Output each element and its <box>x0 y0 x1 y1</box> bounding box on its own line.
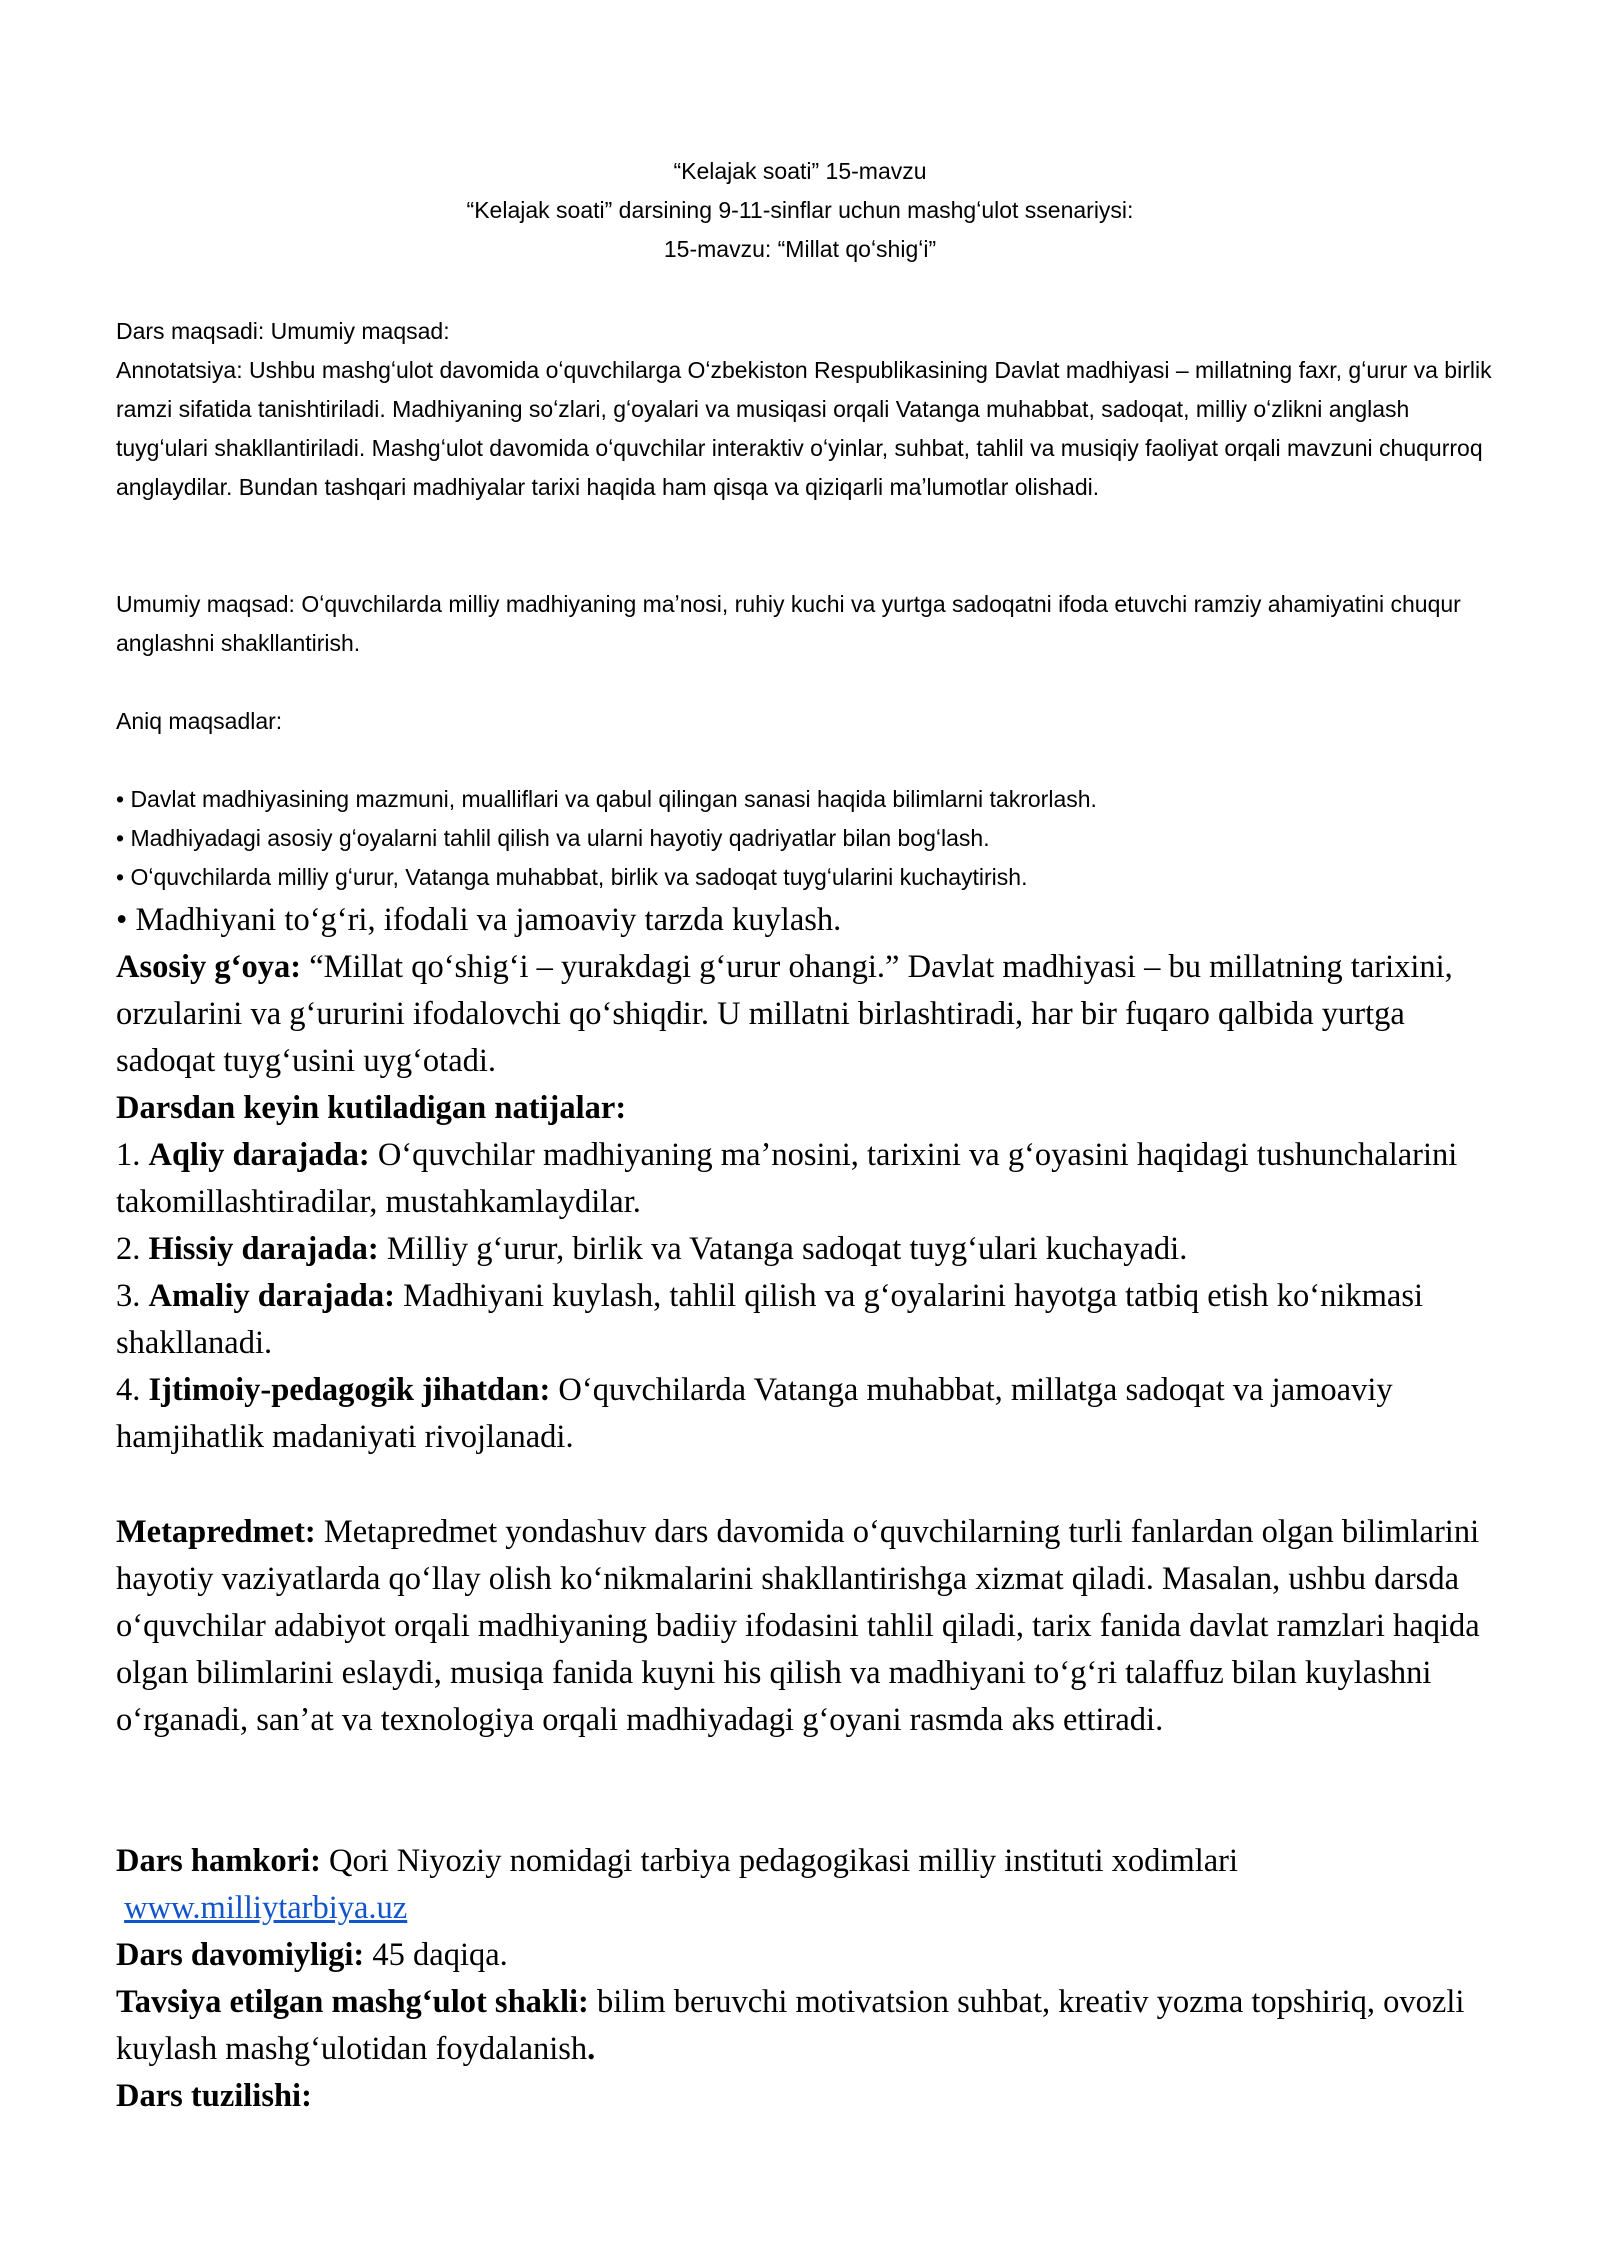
result-text: Madhiyani kuylash, tahlil qilish va gʻoyalarini hayotga tatbiq etish koʻnikmasi shakllanadi. <box>116 1278 1424 1361</box>
result-text: Oʻquvchilarda Vatanga muhabbat, millatga sadoqat va jamoaviy hamjihatlik madaniyati rivojlanadi. <box>116 1372 1393 1455</box>
general-goal-paragraph <box>116 585 1496 663</box>
metasubject-label: Metapredmet: <box>116 1514 316 1550</box>
main-content <box>116 897 1496 1461</box>
result-label: Hissiy darajada: <box>148 1231 379 1267</box>
document-header <box>0 152 1600 269</box>
list-item: • Madhiyadagi asosiy gʻoyalarni tahlil qilish va ularni hayotiy qadriyatlar bilan bogʻlash. <box>116 825 990 851</box>
header-line-subject: 15-mavzu: “Millat qoʻshigʻi” <box>663 236 937 262</box>
annotation-paragraph: Annotatsiya: Ushbu mashgʻulot davomida oʻquvchilarga Oʻzbekiston Respublikasining Davlat madhiyasi – millatning faxr, gʻurur va birlik ramzi sifatida tanishtiriladi. Madhiyaning soʻzlari, gʻoyalari va musiqasi orqali Vatanga muhabbat, sadoqat, milliy oʻzlikni anglash tuygʻulari shakllantiriladi. Mashgʻulot davomida oʻquvchilar interaktiv oʻyinlar, suhbat, tahlil va musiqiy faoliyat orqali mavzuni chuqurroq anglaydilar. Bundan tashqari madhiyalar tarixi haqida ham qisqa va qiziqarli maʼlumotlar olishadi. <box>116 357 1492 500</box>
result-label: Amaliy darajada: <box>148 1278 395 1314</box>
result-item <box>116 1132 1496 1226</box>
header-line-scenario: “Kelajak soati” darsining 9-11-sinflar uchun mashgʻulot ssenariysi: <box>466 197 1134 223</box>
lesson-info-section <box>116 1838 1496 2120</box>
duration-paragraph <box>116 1932 1496 1979</box>
result-number: 4. <box>116 1372 149 1408</box>
result-number: 3. <box>116 1278 149 1314</box>
partner-label: Dars hamkori: <box>116 1843 321 1879</box>
result-label: Aqliy darajada: <box>148 1137 370 1173</box>
result-number: 1. <box>116 1137 149 1173</box>
specific-goals-list <box>116 780 1496 897</box>
metasubject-paragraph <box>116 1509 1496 1744</box>
metasubject-section <box>116 1509 1496 1744</box>
result-item <box>116 1367 1496 1461</box>
result-text: Oʻquvchilar madhiyaning maʼnosini, tarixini va gʻoyasini haqidagi tushunchalarini takomillashtiradilar, mustahkamlaydilar. <box>116 1137 1458 1220</box>
duration-label: Dars davomiyligi: <box>116 1937 365 1973</box>
main-idea-text: “Millat qoʻshigʻi – yurakdagi gʻurur ohangi.” Davlat madhiyasi – bu millatning tarixini, orzularini va gʻururini ifodalovchi qoʻshiqdir. U millatni birlashtiradi, har bir fuqaro qalbida yurtga sadoqat tuygʻusini uygʻotadi. <box>116 949 1453 1079</box>
structure-heading <box>116 2073 1496 2120</box>
list-item-singing: • Madhiyani toʻgʻri, ifodali va jamoaviy tarzda kuylash. <box>116 902 842 938</box>
header-line-topic: “Kelajak soati” 15-mavzu <box>673 158 927 184</box>
partner-paragraph <box>116 1838 1496 1932</box>
goal-heading: Dars maqsadi: Umumiy maqsad: <box>116 318 450 344</box>
partner-text: Qori Niyoziy nomidagi tarbiya pedagogikasi milliy instituti xodimlari <box>320 1843 1239 1879</box>
results-heading-text: Darsdan keyin kutiladigan natijalar: <box>116 1090 627 1126</box>
result-text: Milliy gʻurur, birlik va Vatanga sadoqat tuygʻulari kuchayadi. <box>378 1231 1188 1267</box>
list-item: • Davlat madhiyasining mazmuni, mualliflari va qabul qilingan sanasi haqida bilimlarni takrorlash. <box>116 786 1097 812</box>
form-end-period: . <box>587 2031 596 2067</box>
partner-website-link[interactable]: www.milliytarbiya.uz <box>124 1890 408 1926</box>
structure-label: Dars tuzilishi: <box>116 2078 312 2114</box>
metasubject-text: Metapredmet yondashuv dars davomida oʻquvchilarning turli fanlardan olgan bilimlarini hayotiy vaziyatlarda qoʻllay olish koʻnikmalarini shakllantirishga xizmat qiladi. Masalan, ushbu darsda oʻquvchilar adabiyot orqali madhiyaning badiiy ifodasini tahlil qiladi, tarix fanida davlat ramzlari haqida olgan bilimlarini eslaydi, musiqa fanida kuyni his qilish va madhiyani toʻgʻri talaffuz bilan kuylashni oʻrganadi, sanʼat va texnologiya orqali madhiyadagi gʻoyani rasmda aks ettiradi. <box>116 1514 1480 1738</box>
main-idea-paragraph <box>116 944 1496 1085</box>
specific-goals-heading-text: Aniq maqsadlar: <box>116 708 283 734</box>
result-item <box>116 1226 1496 1273</box>
result-item <box>116 1273 1496 1367</box>
specific-goals-heading <box>116 702 1496 741</box>
list-item: • Oʻquvchilarda milliy gʻurur, Vatanga muhabbat, birlik va sadoqat tuygʻularini kuchaytirish. <box>116 864 1028 890</box>
result-label: Ijtimoiy-pedagogik jihatdan: <box>148 1372 551 1408</box>
results-heading <box>116 1085 1496 1132</box>
main-idea-label: Asosiy gʻoya: <box>116 949 302 985</box>
form-paragraph <box>116 1979 1496 2073</box>
intro-section <box>116 312 1496 507</box>
duration-text: 45 daqiqa. <box>364 1937 508 1973</box>
general-goal-text: Umumiy maqsad: Oʻquvchilarda milliy madhiyaning maʼnosi, ruhiy kuchi va yurtga sadoqatni ifoda etuvchi ramziy ahamiyatini chuqur anglashni shakllantirish. <box>116 591 1461 656</box>
form-text: bilim beruvchi motivatsion suhbat, kreativ yozma topshiriq, ovozli kuylash mashgʻulotidan foydalanish <box>116 1984 1465 2067</box>
form-label: Tavsiya etilgan mashgʻulot shakli: <box>116 1984 589 2020</box>
result-number: 2. <box>116 1231 149 1267</box>
